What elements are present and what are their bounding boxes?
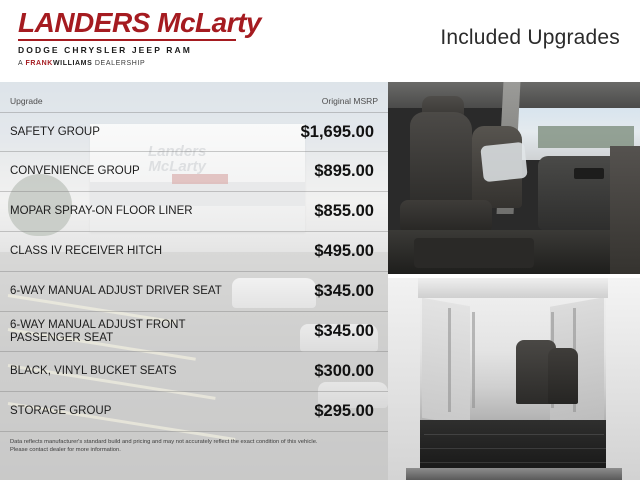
cargo-roof-edge <box>418 278 608 298</box>
cargo-wall-rib <box>472 312 475 408</box>
disclaimer-line-2: Please contact dealer for more information. <box>10 447 121 453</box>
tagline-prefix: A <box>18 60 26 67</box>
dealer-group-tagline <box>18 60 236 67</box>
dealer-logo-brands: DODGE CHRYSLER JEEP RAM <box>18 45 192 55</box>
cargo-rear-bumper <box>406 468 622 480</box>
interior-window-trees <box>538 126 634 148</box>
upgrade-price: $345.00 <box>314 322 374 340</box>
upgrade-label: MOPAR SPRAY-ON FLOOR LINER <box>10 205 193 217</box>
table-header-row <box>10 96 378 106</box>
column-header-msrp: Original MSRP <box>321 96 378 106</box>
upgrade-label: BLACK, VINYL BUCKET SEATS <box>10 365 177 377</box>
cargo-floor-groove <box>424 434 604 435</box>
upgrade-label: CONVENIENCE GROUP <box>10 165 140 177</box>
upgrade-label: SAFETY GROUP <box>10 125 100 138</box>
table-row <box>0 312 388 352</box>
table-row <box>0 152 388 192</box>
table-row <box>0 232 388 272</box>
upgrade-price: $1,695.00 <box>300 122 374 141</box>
table-row <box>0 392 388 432</box>
upgrade-label: CLASS IV RECEIVER HITCH <box>10 245 163 257</box>
content-area <box>0 82 640 480</box>
tagline-suffix: DEALERSHIP <box>92 60 146 67</box>
table-row <box>0 112 388 152</box>
upgrade-price: $895.00 <box>314 162 374 180</box>
disclaimer-text <box>10 438 372 454</box>
upgrades-table <box>0 82 388 480</box>
upgrade-price: $495.00 <box>314 242 374 260</box>
upgrade-label: STORAGE GROUP <box>10 405 112 417</box>
upgrade-price: $345.00 <box>314 282 374 300</box>
upgrade-price: $295.00 <box>314 402 374 420</box>
dealer-logo <box>18 7 261 67</box>
upgrade-price: $855.00 <box>314 202 374 220</box>
interior-air-vent <box>574 168 604 179</box>
table-body <box>0 112 388 432</box>
cargo-left-wall <box>422 298 470 426</box>
column-header-upgrade: Upgrade <box>10 96 43 106</box>
interior-door-panel <box>610 146 640 274</box>
table-row <box>0 192 388 232</box>
interior-floor-liner <box>414 238 534 268</box>
interior-seat-plastic-wrap <box>480 142 528 182</box>
page-header <box>0 0 640 82</box>
cargo-photo <box>388 278 640 480</box>
table-row <box>0 272 388 312</box>
cargo-front-seat-2 <box>548 348 578 404</box>
cargo-left-door <box>388 278 420 480</box>
tagline-williams: WILLIAMS <box>52 60 93 67</box>
dealer-logo-name: LANDERS McLarty <box>18 7 261 38</box>
upgrade-label: 6-WAY MANUAL ADJUST DRIVER SEAT <box>10 285 222 297</box>
cargo-floor-groove <box>416 462 612 463</box>
table-row <box>0 352 388 392</box>
interior-driver-seatback <box>410 112 472 208</box>
upgrade-label: 6-WAY MANUAL ADJUST FRONT PASSENGER SEAT <box>10 318 186 344</box>
page-title: Included Upgrades <box>440 26 620 49</box>
interior-driver-seat-cushion <box>400 200 492 234</box>
vehicle-photos <box>388 82 640 480</box>
upgrade-price: $300.00 <box>314 362 374 380</box>
disclaimer-line-1: Data reflects manufacturer's standard build and pricing and may not accurately reflect the exact condition of this vehicle. <box>10 439 318 445</box>
interior-photo <box>388 82 640 274</box>
cargo-right-door <box>606 278 640 480</box>
logo-divider <box>18 39 236 41</box>
cargo-wall-rib <box>448 308 451 412</box>
cargo-floor-groove <box>420 448 608 449</box>
tagline-frank: FRANK <box>25 60 53 67</box>
